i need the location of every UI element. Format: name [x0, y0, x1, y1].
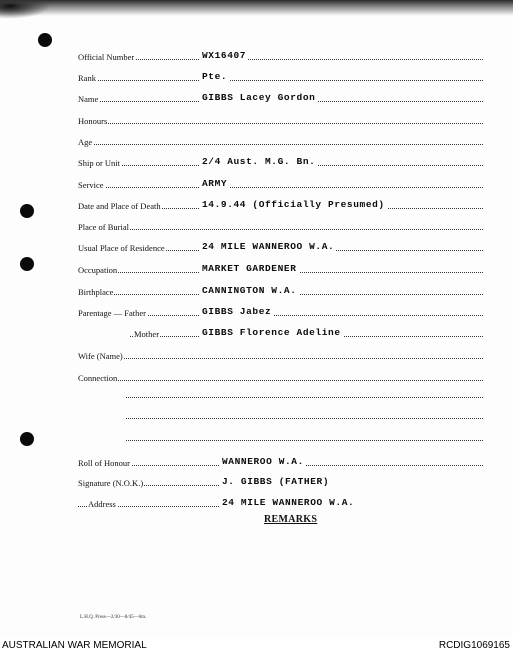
field-place-of-burial	[78, 218, 483, 232]
punch-hole	[20, 257, 34, 271]
field-value: ARMY	[202, 178, 228, 189]
field-label: Usual Place of Residence	[78, 243, 165, 253]
field-label: Connection	[78, 373, 118, 383]
field-label: Mother	[134, 329, 160, 339]
field-label: Official Number	[78, 52, 135, 62]
field-parentage-mother	[78, 325, 483, 339]
remarks-heading: REMARKS	[264, 514, 318, 525]
punch-hole	[20, 432, 34, 446]
field-label: Name	[78, 94, 99, 104]
field-roll-of-honour	[78, 454, 483, 468]
field-service	[78, 176, 483, 190]
connection-line	[126, 397, 483, 398]
archive-footer	[0, 638, 513, 654]
footer-record-id: RCDIG1069165	[438, 640, 510, 651]
field-birthplace	[78, 283, 483, 297]
field-value: GIBBS Jabez	[202, 306, 272, 317]
field-label: Ship or Unit	[78, 158, 121, 168]
field-label: Date and Place of Death	[78, 201, 161, 211]
field-value: WANNEROO W.A.	[222, 456, 304, 467]
field-label: Birthplace	[78, 287, 114, 297]
field-value: MARKET GARDENER	[202, 263, 297, 274]
scan-top-shadow	[0, 0, 513, 16]
field-wife-name	[78, 347, 483, 361]
punch-hole	[20, 204, 34, 218]
field-signature-nok	[78, 474, 483, 488]
field-value: CANNINGTON W.A.	[202, 285, 297, 296]
field-label: Place of Burial	[78, 222, 129, 232]
field-label: Address	[88, 499, 116, 509]
footer-institution: AUSTRALIAN WAR MEMORIAL	[2, 640, 147, 651]
field-value: GIBBS Florence Adeline	[202, 327, 341, 338]
field-label: Honours	[78, 116, 108, 126]
field-label: Age	[78, 137, 93, 147]
field-value: GIBBS Lacey Gordon	[202, 92, 316, 103]
field-value: 24 MILE WANNEROO W.A.	[202, 241, 335, 252]
field-usual-residence	[78, 239, 483, 253]
field-value: Pte.	[202, 71, 228, 82]
field-label: Occupation	[78, 265, 118, 275]
field-label: Rank	[78, 73, 96, 83]
field-date-place-of-death	[78, 197, 483, 211]
field-label: Signature (N.O.K.)	[78, 478, 144, 488]
field-connection	[78, 369, 483, 383]
field-age	[78, 133, 483, 147]
field-parentage-father	[78, 304, 483, 318]
field-official-number	[78, 48, 483, 62]
field-label: Parentage — Father	[78, 308, 146, 318]
field-label: Wife (Name)	[78, 351, 123, 361]
connection-line	[126, 418, 483, 419]
punch-hole	[38, 33, 52, 47]
connection-line	[126, 440, 483, 441]
field-address	[78, 495, 483, 509]
field-ship-or-unit	[78, 154, 483, 168]
printer-imprint: L.H.Q. Press—2/30—8/45—6m.	[80, 615, 147, 620]
scan-corner-shadow	[0, 0, 60, 22]
field-name	[78, 90, 483, 104]
field-label: Roll of Honour	[78, 458, 130, 468]
field-value: 24 MILE WANNEROO W.A.	[222, 497, 355, 508]
field-value: J. GIBBS (FATHER)	[222, 476, 330, 487]
field-value: WX16407	[202, 50, 247, 61]
field-value: 14.9.44 (Officially Presumed)	[202, 199, 385, 210]
field-label: Service	[78, 180, 104, 190]
field-rank	[78, 69, 483, 83]
field-honours	[78, 112, 483, 126]
field-value: 2/4 Aust. M.G. Bn.	[202, 156, 316, 167]
field-occupation	[78, 261, 483, 275]
